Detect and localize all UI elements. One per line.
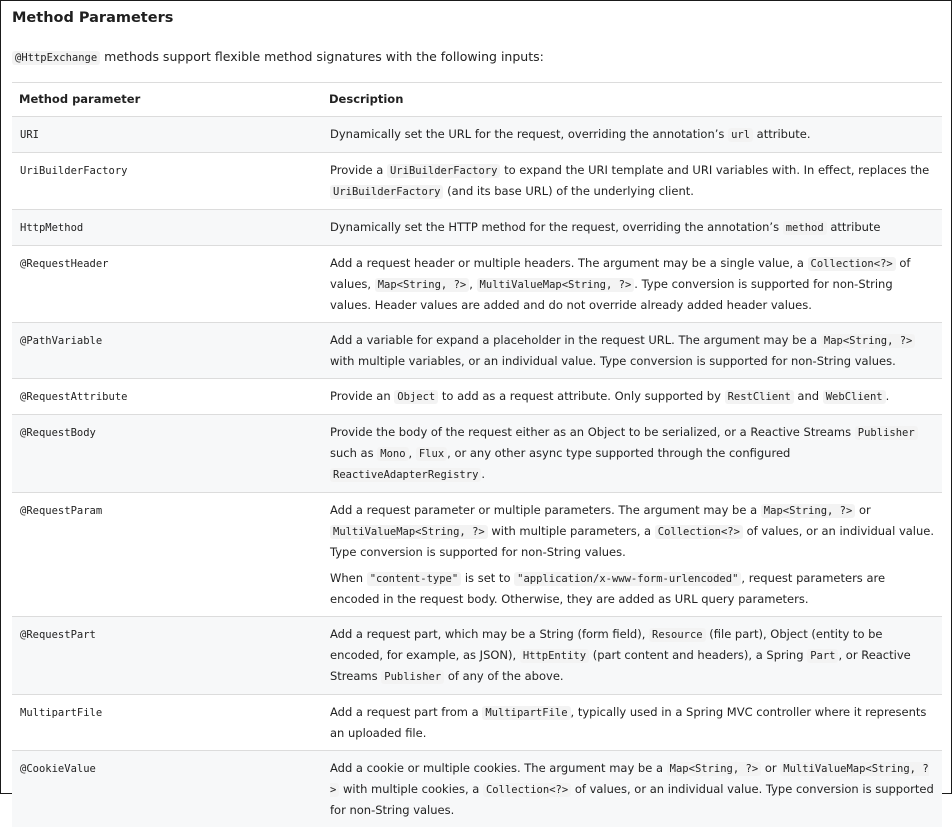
table-row xyxy=(12,246,942,323)
inline-code: "content-type" xyxy=(367,572,462,586)
parameter-cell xyxy=(12,751,322,827)
description-fragment: Dynamically set the HTTP method for the request, overriding the annotation’s xyxy=(330,220,783,234)
description-cell xyxy=(322,153,942,210)
description-fragment: . xyxy=(481,467,485,481)
description-text xyxy=(330,758,934,820)
description-fragment: (part content and headers), a Spring xyxy=(589,648,807,662)
description-fragment: of values, or an individual value. Type conversion is supported for non-String values. xyxy=(330,524,934,559)
description-fragment: or xyxy=(761,761,780,775)
parameter-name: HttpMethod xyxy=(20,222,83,234)
parameter-cell xyxy=(12,415,322,493)
inline-code: method xyxy=(783,221,827,235)
inline-code: RestClient xyxy=(725,390,794,404)
parameter-cell xyxy=(12,617,322,695)
description-fragment: , or Reactive Streams xyxy=(330,648,911,683)
description-fragment: Provide a xyxy=(330,163,387,177)
method-parameters-table xyxy=(12,82,942,827)
description-fragment: of values, or an individual value. Type conversion is supported for non-String values. xyxy=(330,782,934,817)
description-cell xyxy=(322,379,942,415)
description-cell xyxy=(322,751,942,827)
table-row xyxy=(12,751,942,827)
description-fragment: . Type conversion is supported for non-String values. Header values are added and do not override already added header values. xyxy=(330,277,893,312)
description-fragment: with multiple cookies, a xyxy=(339,782,483,796)
inline-code: Flux xyxy=(416,447,447,461)
inline-code: Publisher xyxy=(855,426,918,440)
table-row xyxy=(12,695,942,751)
parameter-name: @RequestHeader xyxy=(20,258,109,270)
description-text xyxy=(330,160,934,202)
description-fragment: , xyxy=(469,277,476,291)
parameter-cell xyxy=(12,695,322,751)
parameter-cell xyxy=(12,246,322,323)
description-fragment: (and its base URL) of the underlying client. xyxy=(443,184,693,198)
description-fragment: attribute xyxy=(827,220,881,234)
inline-code: Mono xyxy=(377,447,408,461)
description-cell xyxy=(322,323,942,379)
description-text xyxy=(330,702,934,743)
intro-annotation-code: @HttpExchange xyxy=(12,51,100,65)
description-fragment: attribute. xyxy=(753,127,810,141)
description-fragment: , typically used in a Spring MVC controller where it represents an uploaded file. xyxy=(330,705,926,740)
inline-code: UriBuilderFactory xyxy=(330,185,443,199)
description-fragment: Add a cookie or multiple cookies. The argument may be a xyxy=(330,761,667,775)
table-row xyxy=(12,210,942,246)
inline-code: Map<String, ?> xyxy=(667,762,762,776)
description-fragment: with multiple variables, or an individual value. Type conversion is supported for non-String values. xyxy=(330,354,896,368)
table-row xyxy=(12,617,942,695)
inline-code: Map<String, ?> xyxy=(375,278,470,292)
parameter-cell xyxy=(12,493,322,617)
description-cell xyxy=(322,210,942,246)
description-fragment: , xyxy=(409,446,416,460)
inline-code: Collection<?> xyxy=(483,783,571,797)
inline-code: Map<String, ?> xyxy=(821,334,916,348)
parameter-cell xyxy=(12,210,322,246)
description-text xyxy=(330,386,934,407)
parameter-cell xyxy=(12,153,322,210)
description-text xyxy=(330,500,934,562)
inline-code: ReactiveAdapterRegistry xyxy=(330,468,481,482)
description-cell xyxy=(322,493,942,617)
column-header-description: Description xyxy=(322,83,942,117)
inline-code: Part xyxy=(807,649,838,663)
table-row xyxy=(12,379,942,415)
inline-code: Publisher xyxy=(381,670,444,684)
table-row xyxy=(12,323,942,379)
table-header-row xyxy=(12,83,942,117)
parameter-name: @PathVariable xyxy=(20,335,102,347)
inline-code: HttpEntity xyxy=(520,649,589,663)
inline-code: url xyxy=(728,128,753,142)
parameter-cell xyxy=(12,323,322,379)
inline-code: Collection<?> xyxy=(808,257,896,271)
description-cell xyxy=(322,415,942,493)
parameter-name: UriBuilderFactory xyxy=(20,165,127,177)
parameter-cell xyxy=(12,379,322,415)
description-fragment: of any of the above. xyxy=(444,669,563,683)
description-fragment: is set to xyxy=(461,571,514,585)
description-cell xyxy=(322,246,942,323)
inline-code: MultiValueMap<String, ?> xyxy=(330,525,488,539)
column-header-parameter: Method parameter xyxy=(12,83,322,117)
intro-text: methods support flexible method signatures with the following inputs: xyxy=(104,49,544,64)
description-text xyxy=(330,124,934,145)
inline-code: Collection<?> xyxy=(655,525,743,539)
parameter-name: @CookieValue xyxy=(20,763,96,775)
inline-code: Map<String, ?> xyxy=(761,504,856,518)
description-fragment: with multiple parameters, a xyxy=(488,524,655,538)
description-cell xyxy=(322,117,942,153)
description-fragment: such as xyxy=(330,446,377,460)
inline-code: UriBuilderFactory xyxy=(387,164,500,178)
description-fragment: Provide the body of the request either as an Object to be serialized, or a Reactive Streams xyxy=(330,425,855,439)
section-title: Method Parameters xyxy=(12,1,943,34)
description-cell xyxy=(322,617,942,695)
table-row xyxy=(12,117,942,153)
table-row xyxy=(12,493,942,617)
description-fragment: of values, xyxy=(330,256,910,291)
inline-code: Object xyxy=(394,390,438,404)
table-body xyxy=(12,117,942,827)
description-text xyxy=(330,253,934,315)
parameter-name: @RequestAttribute xyxy=(20,391,127,403)
description-text xyxy=(330,624,934,687)
description-fragment: Add a request part, which may be a String (form field), xyxy=(330,627,649,641)
inline-code: MultipartFile xyxy=(482,706,570,720)
inline-code: "application/x-www-form-urlencoded" xyxy=(514,572,741,586)
description-fragment: When xyxy=(330,571,367,585)
description-fragment: to add as a request attribute. Only supported by xyxy=(438,389,724,403)
description-fragment: to expand the URI template and URI variables with. In effect, replaces the xyxy=(500,163,929,177)
parameter-name: @RequestPart xyxy=(20,629,96,641)
description-fragment: Add a request part from a xyxy=(330,705,482,719)
description-fragment: (file part), Object (entity to be encoded, for example, as JSON), xyxy=(330,627,883,662)
description-fragment: , request parameters are encoded in the request body. Otherwise, they are added as URL query parameters. xyxy=(330,571,885,606)
description-text xyxy=(330,422,934,485)
description-fragment: Provide an xyxy=(330,389,394,403)
inline-code: MultiValueMap<String, ?> xyxy=(330,762,929,797)
parameter-name: @RequestBody xyxy=(20,427,96,439)
description-text xyxy=(330,568,934,609)
table-row xyxy=(12,153,942,210)
intro-paragraph xyxy=(12,34,943,82)
description-fragment: . xyxy=(886,389,890,403)
description-cell xyxy=(322,695,942,751)
inline-code: MultiValueMap<String, ?> xyxy=(477,278,635,292)
description-fragment: Add a request header or multiple headers. The argument may be a single value, a xyxy=(330,256,808,270)
description-fragment: Dynamically set the URL for the request, overriding the annotation’s xyxy=(330,127,728,141)
inline-code: WebClient xyxy=(823,390,886,404)
description-fragment: , or any other async type supported through the configured xyxy=(447,446,790,460)
parameter-name: MultipartFile xyxy=(20,707,102,719)
table-row xyxy=(12,415,942,493)
inline-code: Resource xyxy=(649,628,706,642)
description-fragment: Add a request parameter or multiple parameters. The argument may be a xyxy=(330,503,761,517)
parameter-name: @RequestParam xyxy=(20,505,102,517)
description-fragment: Add a variable for expand a placeholder in the request URL. The argument may be a xyxy=(330,333,821,347)
parameter-name: URI xyxy=(20,129,39,141)
parameter-cell xyxy=(12,117,322,153)
description-fragment: or xyxy=(855,503,870,517)
description-text xyxy=(330,217,934,238)
method-parameters-section xyxy=(1,1,943,827)
description-fragment: and xyxy=(794,389,823,403)
description-text xyxy=(330,330,934,371)
